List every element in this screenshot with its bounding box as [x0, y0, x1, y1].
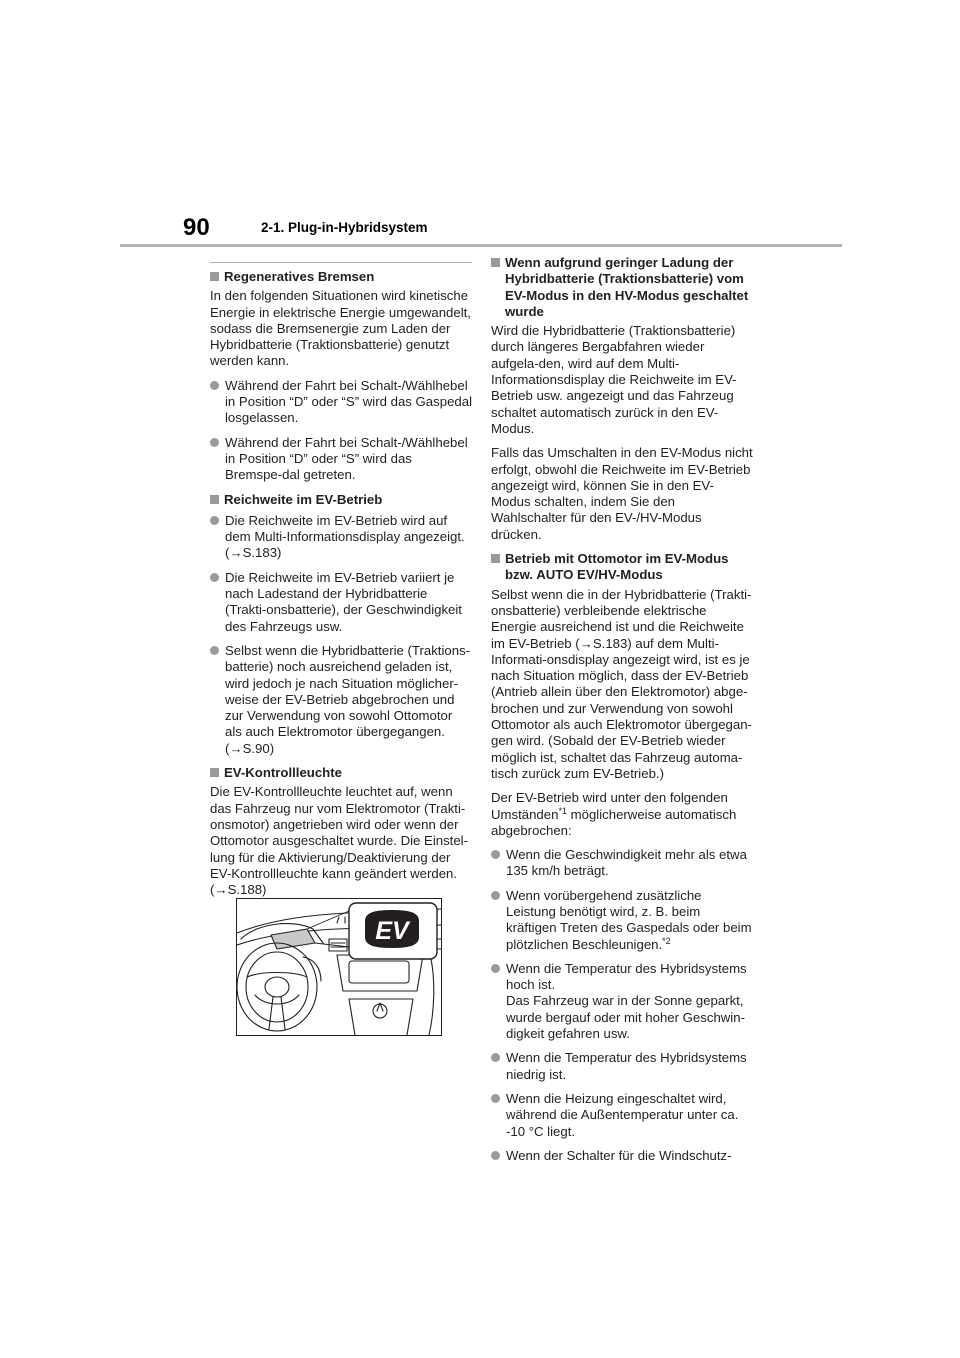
list-item-text: Während der Fahrt bei Schalt-/Wählhebel in Position “D” oder “S” wird das Bremspe-dal getreten. — [225, 434, 468, 483]
list-item-text: Während der Fahrt bei Schalt-/Wählhebel in Position “D” oder “S” wird das Gaspedal losgelassen. — [225, 377, 473, 426]
paragraph: Selbst wenn die in der Hybridbatterie (Trakti-onsbatterie) verbleibende elektrische Energie ausreichend ist und die Reichweite im EV-Betrieb (→S.183) auf dem Multi-Informati-onsdisplay angezeigt wird, ist es je nach Situation möglich, dass der EV-Betrieb (Antrieb allein über den Elektromotor) abge-brochen und zur Verwendung von sowohl Ottomotor als auch Elektromotor übergegan-gen wird. (Sobald der EV-Betrieb wieder möglich ist, schaltet das Fahrzeug automa-tisch zurück zum EV-Betrieb.) — [491, 586, 752, 781]
list-item-text: Wenn die Temperatur des Hybridsystems niedrig ist. — [506, 1050, 747, 1082]
round-bullet-icon — [491, 1053, 500, 1062]
paragraph — [491, 790, 753, 839]
paragraph: In den folgenden Situationen wird kinetische Energie in elektrische Energie umgewandelt, sodass die Bremsenergie zum Laden der Hybridbatterie (Traktionsbatterie) genutzt werden kann. — [210, 288, 471, 369]
paragraph: Die EV-Kontrollleuchte leuchtet auf, wenn das Fahrzeug nur vom Elektromotor (Trakti-onsmotor) angetrieben wird oder wenn der Ottomotor ausgeschaltet wurde. Die Einstel-lung für die Aktivierung/Deaktivierung der EV-Kontrollleuchte kann geändert werden. (→S.188) — [210, 784, 469, 898]
list-item — [210, 513, 472, 562]
right-column — [491, 255, 753, 1172]
text-span: Wenn vorübergehend zusätzliche Leistung benötigt wird, z. B. beim kräftigen Treten des Gaspedals oder beim plötzlichen Beschleunigen. — [506, 887, 752, 952]
round-bullet-icon — [491, 891, 500, 900]
list-item — [491, 1148, 753, 1164]
ev-badge-label: EV — [375, 917, 409, 945]
round-bullet-icon — [210, 438, 219, 447]
round-bullet-icon — [210, 646, 219, 655]
list-item-text: Wenn der Schalter für die Windschutz- — [506, 1147, 732, 1163]
round-bullet-icon — [210, 381, 219, 390]
round-bullet-icon — [491, 964, 500, 973]
text-span: Wenn die Temperatur des Hybridsystems hoch ist. — [506, 960, 747, 993]
list-item — [491, 847, 753, 880]
page-number: 90 — [183, 214, 210, 241]
list-item — [210, 378, 472, 427]
paragraph: Falls das Umschalten in den EV-Modus nicht erfolgt, obwohl die Reichweite im EV-Betrieb angezeigt wird, können Sie in den EV-Modus schalten, indem Sie den Wahlschalter für den EV-/HV-Modus drücken. — [491, 445, 753, 542]
square-bullet-icon — [210, 768, 219, 777]
section-heading — [210, 492, 472, 508]
list-item-text — [506, 961, 753, 1042]
list-item-text: Die Reichweite im EV-Betrieb variiert je nach Ladestand der Hybridbatterie (Trakti-onsbatterie), der Geschwindigkeit des Fahrzeugs usw. — [225, 569, 462, 634]
list-item — [210, 435, 472, 484]
list-item — [491, 1091, 753, 1140]
text-span: Das Fahrzeug war in der Sonne geparkt, wurde bergauf oder mit hoher Geschwin-digkeit gefahren usw. — [506, 993, 745, 1042]
list-item — [210, 570, 472, 635]
square-bullet-icon — [210, 495, 219, 504]
square-bullet-icon — [210, 272, 219, 281]
ev-indicator-icon — [365, 910, 419, 948]
chapter-title: 2-1. Plug-in-Hybridsystem — [261, 220, 428, 235]
round-bullet-icon — [491, 1151, 500, 1160]
list-item — [210, 643, 472, 757]
list-item — [491, 961, 753, 1042]
paragraph: Wird die Hybridbatterie (Traktionsbatterie) durch längeres Bergabfahren wieder aufgela-den, wird auf dem Multi-Informationsdisplay die Reichweite im EV-Betrieb usw. angezeigt und das Fahrzeug schaltet automatisch zurück in den EV-Modus. — [491, 323, 737, 436]
text-span: Der EV-Betrieb wird unter den folgenden Umständen — [491, 790, 728, 822]
text-span: möglicherweise automatisch abgebrochen: — [491, 806, 737, 838]
heading-ev-range: Reichweite im EV-Betrieb — [224, 491, 383, 507]
list-item-text: Die Reichweite im EV-Betrieb wird auf dem Multi-Informationsdisplay angezeigt. (→S.183) — [225, 512, 465, 561]
dashboard-illustration — [236, 898, 442, 1036]
heading-regenerative-braking: Regeneratives Bremsen — [224, 269, 375, 284]
heading-low-charge: Wenn aufgrund geringer Ladung der Hybridbatterie (Traktionsbatterie) vom EV-Modus in den HV-Modus geschaltet wurde — [505, 255, 749, 319]
section-heading — [491, 255, 753, 320]
heading-engine-operation: Betrieb mit Ottomotor im EV-Modus bzw. AUTO EV/HV-Modus — [505, 551, 729, 583]
left-column — [210, 262, 472, 906]
list-item-text: Wenn die Heizung eingeschaltet wird, während die Außentemperatur unter ca. -10 °C liegt. — [506, 1090, 739, 1139]
header-divider — [120, 244, 842, 247]
dashboard-drawing — [237, 899, 441, 1035]
list-item — [491, 1050, 753, 1083]
list-item-text — [506, 888, 753, 953]
footnote-mark: *1 — [558, 805, 567, 816]
round-bullet-icon — [210, 516, 219, 525]
round-bullet-icon — [210, 573, 219, 582]
square-bullet-icon — [491, 258, 500, 267]
list-item-text: Wenn die Geschwindigkeit mehr als etwa 135 km/h beträgt. — [506, 847, 747, 879]
round-bullet-icon — [491, 1094, 500, 1103]
section-heading — [210, 765, 472, 781]
section-heading — [210, 269, 472, 285]
list-item — [491, 888, 753, 953]
footnote-mark: *2 — [662, 935, 671, 946]
square-bullet-icon — [491, 554, 500, 563]
round-bullet-icon — [491, 850, 500, 859]
heading-ev-indicator: EV-Kontrollleuchte — [224, 765, 342, 781]
section-heading — [491, 551, 753, 584]
list-item-text: Selbst wenn die Hybridbatterie (Traktions-batterie) noch ausreichend geladen ist, wird jedoch je nach Situation möglicher-weise der EV-Betrieb abgebrochen und zur Verwendung von sowohl Ottomotor als auch Elektromotor übergegangen. (→S.90) — [225, 642, 471, 756]
